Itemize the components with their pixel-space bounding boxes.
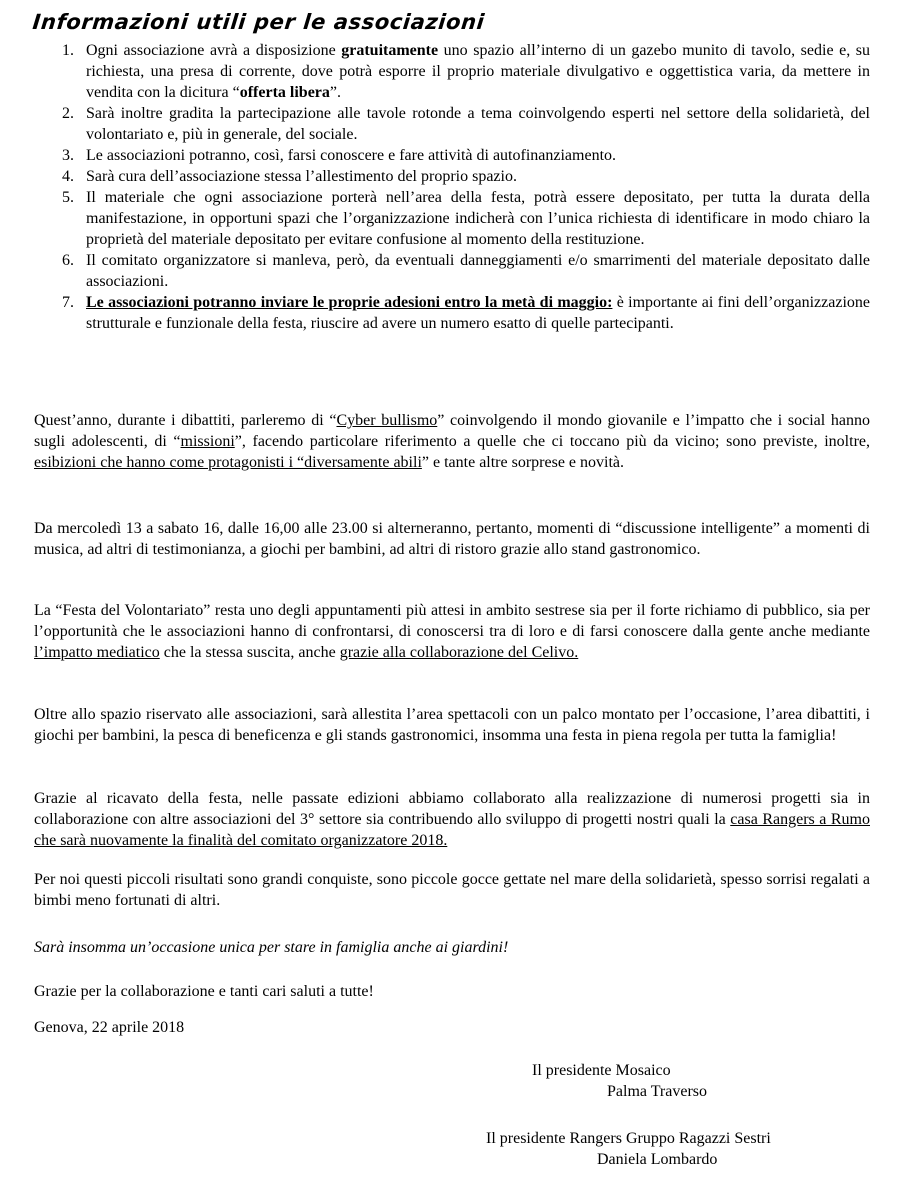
- item-text: Sarà inoltre gradita la partecipazione alle tavole rotonde a tema coinvolgendo esperti nel settore della solidarietà, del volontariato e, più in generale, del sociale.: [86, 105, 870, 143]
- list-number: 2.: [62, 105, 74, 122]
- item-text: Il materiale che ogni associazione porterà nell’area della festa, potrà essere depositato, per tutta la durata della manifestazione, in opportuni spazi che l’organizzazione indicherà con l’unica richiesta di identificare in modo chiaro la proprietà del materiale depositato per evitare confusione al momento della restituzione.: [86, 189, 870, 248]
- item-text: Ogni associazione avrà a disposizione: [86, 42, 342, 59]
- paragraph-areas: Oltre allo spazio riservato alle associazioni, sarà allestita l’area spettacoli con un palco montato per l’occasione, l’area dibattiti, i giochi per bambini, la pesca di beneficenza e gli stands gastronomici, insomma una festa in piena regola per tutta la famiglia!: [34, 706, 870, 744]
- list-item: [34, 187, 870, 250]
- date-line: Genova, 22 aprile 2018: [34, 1019, 185, 1036]
- deadline-note: Le associazioni potranno inviare le proprie adesioni entro la metà di maggio:: [86, 294, 613, 311]
- item-bold-text: gratuitamente: [341, 42, 439, 59]
- item-text: Le associazioni potranno, così, farsi conoscere e fare attività di autofinanziamento.: [86, 147, 617, 164]
- item-text: Sarà cura dell’associazione stessa l’allestimento del proprio spazio.: [86, 168, 517, 185]
- item-text: ”.: [329, 84, 342, 101]
- signature-name: Palma Traverso: [607, 1083, 707, 1100]
- underlined-text: Cyber bullismo: [336, 412, 438, 429]
- page-title: Informazioni utili per le associazioni: [31, 10, 486, 34]
- list-item: [34, 145, 870, 166]
- text-span: Grazie al ricavato della festa, nelle passate edizioni abbiamo collaborato alla realizzazione di numerosi progetti sia in collaborazione con altre associazioni del 3° settore sia contribuendo allo sviluppo di progetti nostri quali la: [34, 790, 870, 828]
- underlined-text: grazie alla collaborazione del Celivo.: [339, 644, 579, 661]
- list-number: 1.: [62, 42, 74, 59]
- underlined-text: esibizioni che hanno come protagonisti i “diversamente abili: [34, 454, 422, 471]
- list-item: [34, 40, 870, 103]
- paragraph-results: Per noi questi piccoli risultati sono grandi conquiste, sono piccole gocce gettate nel mare della solidarietà, spesso sorrisi regalati a bimbi meno fortunati di altri.: [34, 871, 870, 909]
- list-item: [34, 292, 870, 334]
- list-item: [34, 103, 870, 145]
- list-item: [34, 166, 870, 187]
- item-text: uno spazio all’interno di un gazebo munito di tavolo, sedie e, su richiesta, una presa di corrente, dove potrà esporre il proprio materiale divulgativo e oggettistica varia, da mettere in vendita con la dicitura “: [86, 42, 870, 101]
- paragraph-schedule: Da mercoledì 13 a sabato 16, dalle 16,00 alle 23.00 si alterneranno, pertanto, momenti di “discussione intelligente” a momenti di musica, ad altri di testimonianza, a giochi per bambini, ad altri di ristoro grazie allo stand gastronomico.: [34, 520, 870, 558]
- list-number: 3.: [62, 147, 74, 164]
- text-span: ” coinvolgendo il mondo giovanile e l’impatto che i social hanno sugli adolescenti, di “: [34, 412, 871, 450]
- text-span: ” e tante altre sorprese e novità.: [421, 454, 625, 471]
- paragraph-thanks: Grazie per la collaborazione e tanti cari saluti a tutte!: [34, 983, 374, 1000]
- underlined-text: l’impatto mediatico: [34, 644, 160, 661]
- item-text: Il comitato organizzatore si manleva, però, da eventuali danneggiamenti e/o smarrimenti del materiale depositato dalle associazioni.: [86, 252, 870, 290]
- text-span: ”, facendo particolare riferimento a quelle che ci toccano più da vicino; sono previste, inoltre,: [234, 433, 871, 450]
- list-number: 6.: [62, 252, 74, 269]
- text-span: che la stessa suscita, anche: [159, 644, 340, 661]
- signature-role: Il presidente Mosaico: [532, 1062, 671, 1079]
- paragraph-festival: [34, 600, 870, 663]
- paragraph-closing-italic: Sarà insomma un’occasione unica per stare in famiglia anche ai giardini!: [34, 939, 509, 956]
- paragraph-topics: [34, 410, 870, 473]
- signature-role: Il presidente Rangers Gruppo Ragazzi Sestri: [486, 1130, 771, 1147]
- list-item: [34, 250, 870, 292]
- list-number: 5.: [62, 189, 74, 206]
- paragraph-projects: [34, 788, 870, 851]
- underlined-text: missioni: [180, 433, 235, 450]
- underlined-text: casa Rangers a Rumo che sarà nuovamente la finalità del comitato organizzatore 2018.: [34, 811, 870, 849]
- list-number: 7.: [62, 294, 74, 311]
- list-number: 4.: [62, 168, 74, 185]
- item-bold-text: offerta libera: [239, 84, 330, 101]
- item-text: è importante ai fini dell’organizzazione strutturale e funzionale della festa, riuscire ad avere un numero esatto di quelle partecipanti.: [86, 294, 870, 332]
- info-list: [34, 40, 870, 334]
- signature-name: Daniela Lombardo: [597, 1151, 718, 1168]
- text-span: La “Festa del Volontariato” resta uno degli appuntamenti più attesi in ambito sestrese sia per il forte richiamo di pubblico, sia per l’opportunità che le associazioni hanno di confrontarsi, di conoscersi tra di loro e di farsi conoscere dalla gente anche mediante: [34, 602, 870, 640]
- text-span: Quest’anno, durante i dibattiti, parleremo di “: [34, 412, 337, 429]
